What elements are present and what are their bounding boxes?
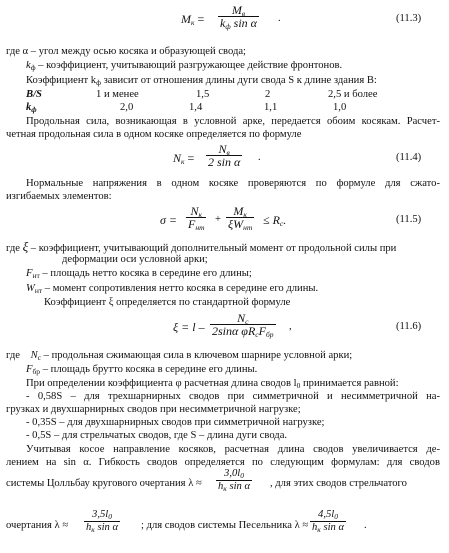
subscript: бр xyxy=(32,367,41,376)
subscript: нт xyxy=(34,286,43,295)
table-cell: 1,4 xyxy=(189,102,203,113)
eq-symbol: ≤ R xyxy=(263,213,280,227)
table-cell: 2,0 xyxy=(120,102,134,113)
eq-symbol: F xyxy=(258,324,266,338)
text-line xyxy=(26,60,449,72)
text-line: деформации оси условной арки; xyxy=(62,254,208,265)
table-header-cell: 2,5 и более xyxy=(328,89,378,100)
subscript: 0 xyxy=(296,381,301,390)
lambda-line-2 xyxy=(0,507,449,543)
eq-lhs: σ = xyxy=(160,213,178,227)
eq-lhs: ξ = l – xyxy=(173,320,205,334)
subscript: ф xyxy=(30,63,36,72)
eq-text: sin α xyxy=(226,481,251,492)
symbol: W xyxy=(26,283,35,294)
eq-symbol: 3,0l xyxy=(224,468,241,479)
eq-symbol: h xyxy=(218,481,224,492)
eq-fraction xyxy=(206,143,242,168)
eq-symbol: N xyxy=(190,204,199,218)
eq-symbol: F xyxy=(188,217,196,231)
text-line xyxy=(26,75,449,87)
eq-symbol: 4,5l xyxy=(318,509,335,520)
table-header-cell: 1,5 xyxy=(196,89,210,100)
eq-symbol: N xyxy=(237,311,246,325)
table-row-label xyxy=(26,102,37,114)
subscript: ф xyxy=(96,78,101,87)
eq-symbol: h xyxy=(312,522,318,533)
eq-text: sin α xyxy=(320,522,345,533)
text-line xyxy=(6,350,449,362)
eq-symbol: 2sinα φR xyxy=(212,324,256,338)
equation-number: (11.3) xyxy=(396,13,422,24)
lambda-fraction xyxy=(216,468,252,493)
eq-symbol: N xyxy=(173,151,182,165)
eq-sign: + xyxy=(215,214,221,225)
text: . xyxy=(364,520,367,531)
text: очертания λ ≈ xyxy=(6,520,69,531)
eq-sub: 0 xyxy=(334,512,338,521)
eq-sub: к xyxy=(243,210,247,219)
text-line: - 0,5S – для стрельчатых сводов, где S – длина дуги свода. xyxy=(26,430,288,441)
eq-numerator xyxy=(84,509,120,522)
eq-sign: = xyxy=(187,151,195,165)
text: – коэффициент, учитывающий дополнительный момент от продольной силы при xyxy=(28,243,397,254)
eq-fraction xyxy=(210,312,276,337)
eq-text: sin α xyxy=(230,16,257,30)
text: – площадь брутто косяка в середине его длины. xyxy=(40,364,258,375)
equation-number: (11.6) xyxy=(396,321,422,332)
eq-symbol: 3,5l xyxy=(92,509,109,520)
eq-denominator xyxy=(84,522,120,534)
subscript: c xyxy=(37,353,41,362)
eq-sub: к xyxy=(317,525,321,534)
text-line: Продольная сила, возникающая в условной арке, передается обоим косякам. Расчет- xyxy=(26,116,440,127)
eq-symbol: M xyxy=(181,12,191,26)
lambda-line-1 xyxy=(0,466,449,500)
symbol: F xyxy=(26,364,33,375)
subscript: ф xyxy=(31,105,37,114)
equation-number: (11.5) xyxy=(396,214,422,225)
equation-11-3 xyxy=(0,0,449,40)
eq-lhs xyxy=(173,152,194,164)
text: системы Цолльбау кругового очертания λ ≈ xyxy=(6,478,202,489)
eq-sub: нт xyxy=(195,223,205,232)
eq-sub: c xyxy=(245,317,249,326)
table-cell: 1,0 xyxy=(333,102,347,113)
eq-tail: , xyxy=(289,321,292,332)
eq-denominator xyxy=(218,17,259,29)
eq-symbol: ξW xyxy=(228,217,244,231)
text-line: где α – угол между осью косяка и образующей свода; xyxy=(6,46,246,57)
text: – площадь нетто косяка в середине его длины; xyxy=(39,268,252,279)
text-line: Нормальные напряжения в одном косяке проверяются по формуле для сжато- xyxy=(26,178,440,189)
eq-sub: к xyxy=(191,18,195,27)
text: зависит от отношения длины дуги свода S к длине здания B: xyxy=(100,75,377,86)
text-line: изгибаемых элементов: xyxy=(6,191,112,202)
symbol: k xyxy=(26,60,31,71)
eq-sub: в xyxy=(226,148,230,157)
table-header-cell: 1 и менее xyxy=(96,89,139,100)
eq-symbol: M xyxy=(233,204,244,218)
eq-sub: к xyxy=(223,484,227,493)
eq-tail: . xyxy=(278,13,281,24)
eq-sub: c xyxy=(279,219,284,228)
eq-sub: к xyxy=(181,157,185,166)
eq-sub: нт xyxy=(243,223,253,232)
eq-symbol: k xyxy=(220,16,226,30)
eq-fraction xyxy=(218,4,259,29)
text: где xyxy=(6,350,20,361)
symbol: k xyxy=(26,102,32,113)
eq-sub: в xyxy=(241,9,246,18)
text-line: грузках и двухшарнирных сводов при несимметричной нагрузке; xyxy=(6,404,301,415)
eq-denominator xyxy=(210,325,276,337)
eq-denominator: 2 sin α xyxy=(208,155,241,169)
eq-lhs xyxy=(181,13,204,25)
eq-relation xyxy=(263,214,286,226)
eq-symbol: M xyxy=(231,3,242,17)
text-line xyxy=(26,283,449,295)
eq-fraction xyxy=(186,205,206,230)
text-line: - 0,58S – для трехшарнирных сводов при симметричной и несимметричной на- xyxy=(26,391,440,402)
text: где xyxy=(6,243,23,254)
equation-number: (11.4) xyxy=(396,152,422,163)
lambda-fraction xyxy=(84,509,120,534)
text: – момент сопротивления нетто косяка в середине его длины. xyxy=(42,283,319,294)
table-header-cell: B/S xyxy=(26,89,42,100)
eq-sub: ф xyxy=(225,22,231,31)
equation-11-5 xyxy=(0,201,449,241)
text: – продольная сжимающая сила в ключевом шарнире условной арки; xyxy=(41,350,353,361)
text-line: лением на sin α. Гибкость сводов определяется по следующим формулам: для сводов xyxy=(6,457,440,468)
text: принимается равной: xyxy=(300,378,399,389)
equation-11-6 xyxy=(0,308,449,348)
eq-tail: . xyxy=(283,213,287,227)
text-line: Учитывая косое направление косяков, расчетная длина сводов увеличивается де- xyxy=(26,444,440,455)
table-cell: 1,1 xyxy=(264,102,278,113)
eq-denominator xyxy=(226,218,254,230)
text-line xyxy=(26,268,449,280)
eq-denominator xyxy=(186,218,206,230)
table-header-cell: 2 xyxy=(265,89,271,100)
eq-sub: 0 xyxy=(240,471,244,480)
eq-sub: c xyxy=(255,330,259,339)
text: , для этих сводов стрельчатого xyxy=(270,478,407,489)
text-line: четная продольная сила в одном косяке определяется по формуле xyxy=(6,129,302,140)
eq-denominator xyxy=(310,522,346,534)
text: ; для сводов системы Песельника λ ≈ xyxy=(141,520,309,531)
text-line xyxy=(26,364,449,376)
symbol: N xyxy=(30,350,38,361)
eq-numerator xyxy=(216,468,252,481)
eq-numerator xyxy=(310,509,346,522)
text-line xyxy=(6,241,449,255)
eq-symbol: N xyxy=(218,142,227,156)
text: – коэффициент, учитывающий разгружающее действие фронтонов. xyxy=(35,60,343,71)
text-line: - 0,35S – для двухшарнирных сводов при симметричной нагрузке; xyxy=(26,417,325,428)
text: Коэффициент k xyxy=(26,75,97,86)
symbol: F xyxy=(26,268,33,279)
eq-sub: 0 xyxy=(108,512,112,521)
text-line: Коэффициент ξ определяется по стандартной формуле xyxy=(44,297,291,308)
subscript: нт xyxy=(32,271,40,280)
eq-sub: бр xyxy=(265,330,274,339)
eq-sub: к xyxy=(198,210,202,219)
text-line xyxy=(26,378,449,390)
eq-tail: . xyxy=(258,152,261,163)
eq-symbol: h xyxy=(86,522,92,533)
eq-fraction xyxy=(226,205,254,230)
lambda-fraction xyxy=(310,509,346,534)
symbol: ξ xyxy=(22,239,29,254)
text: При определении коэффициента φ расчетная длина сводов l xyxy=(26,378,297,389)
eq-denominator xyxy=(216,481,252,493)
equation-11-4 xyxy=(0,140,449,180)
eq-sign: = xyxy=(197,12,205,26)
eq-text: sin α xyxy=(94,522,119,533)
eq-sub: к xyxy=(91,525,95,534)
